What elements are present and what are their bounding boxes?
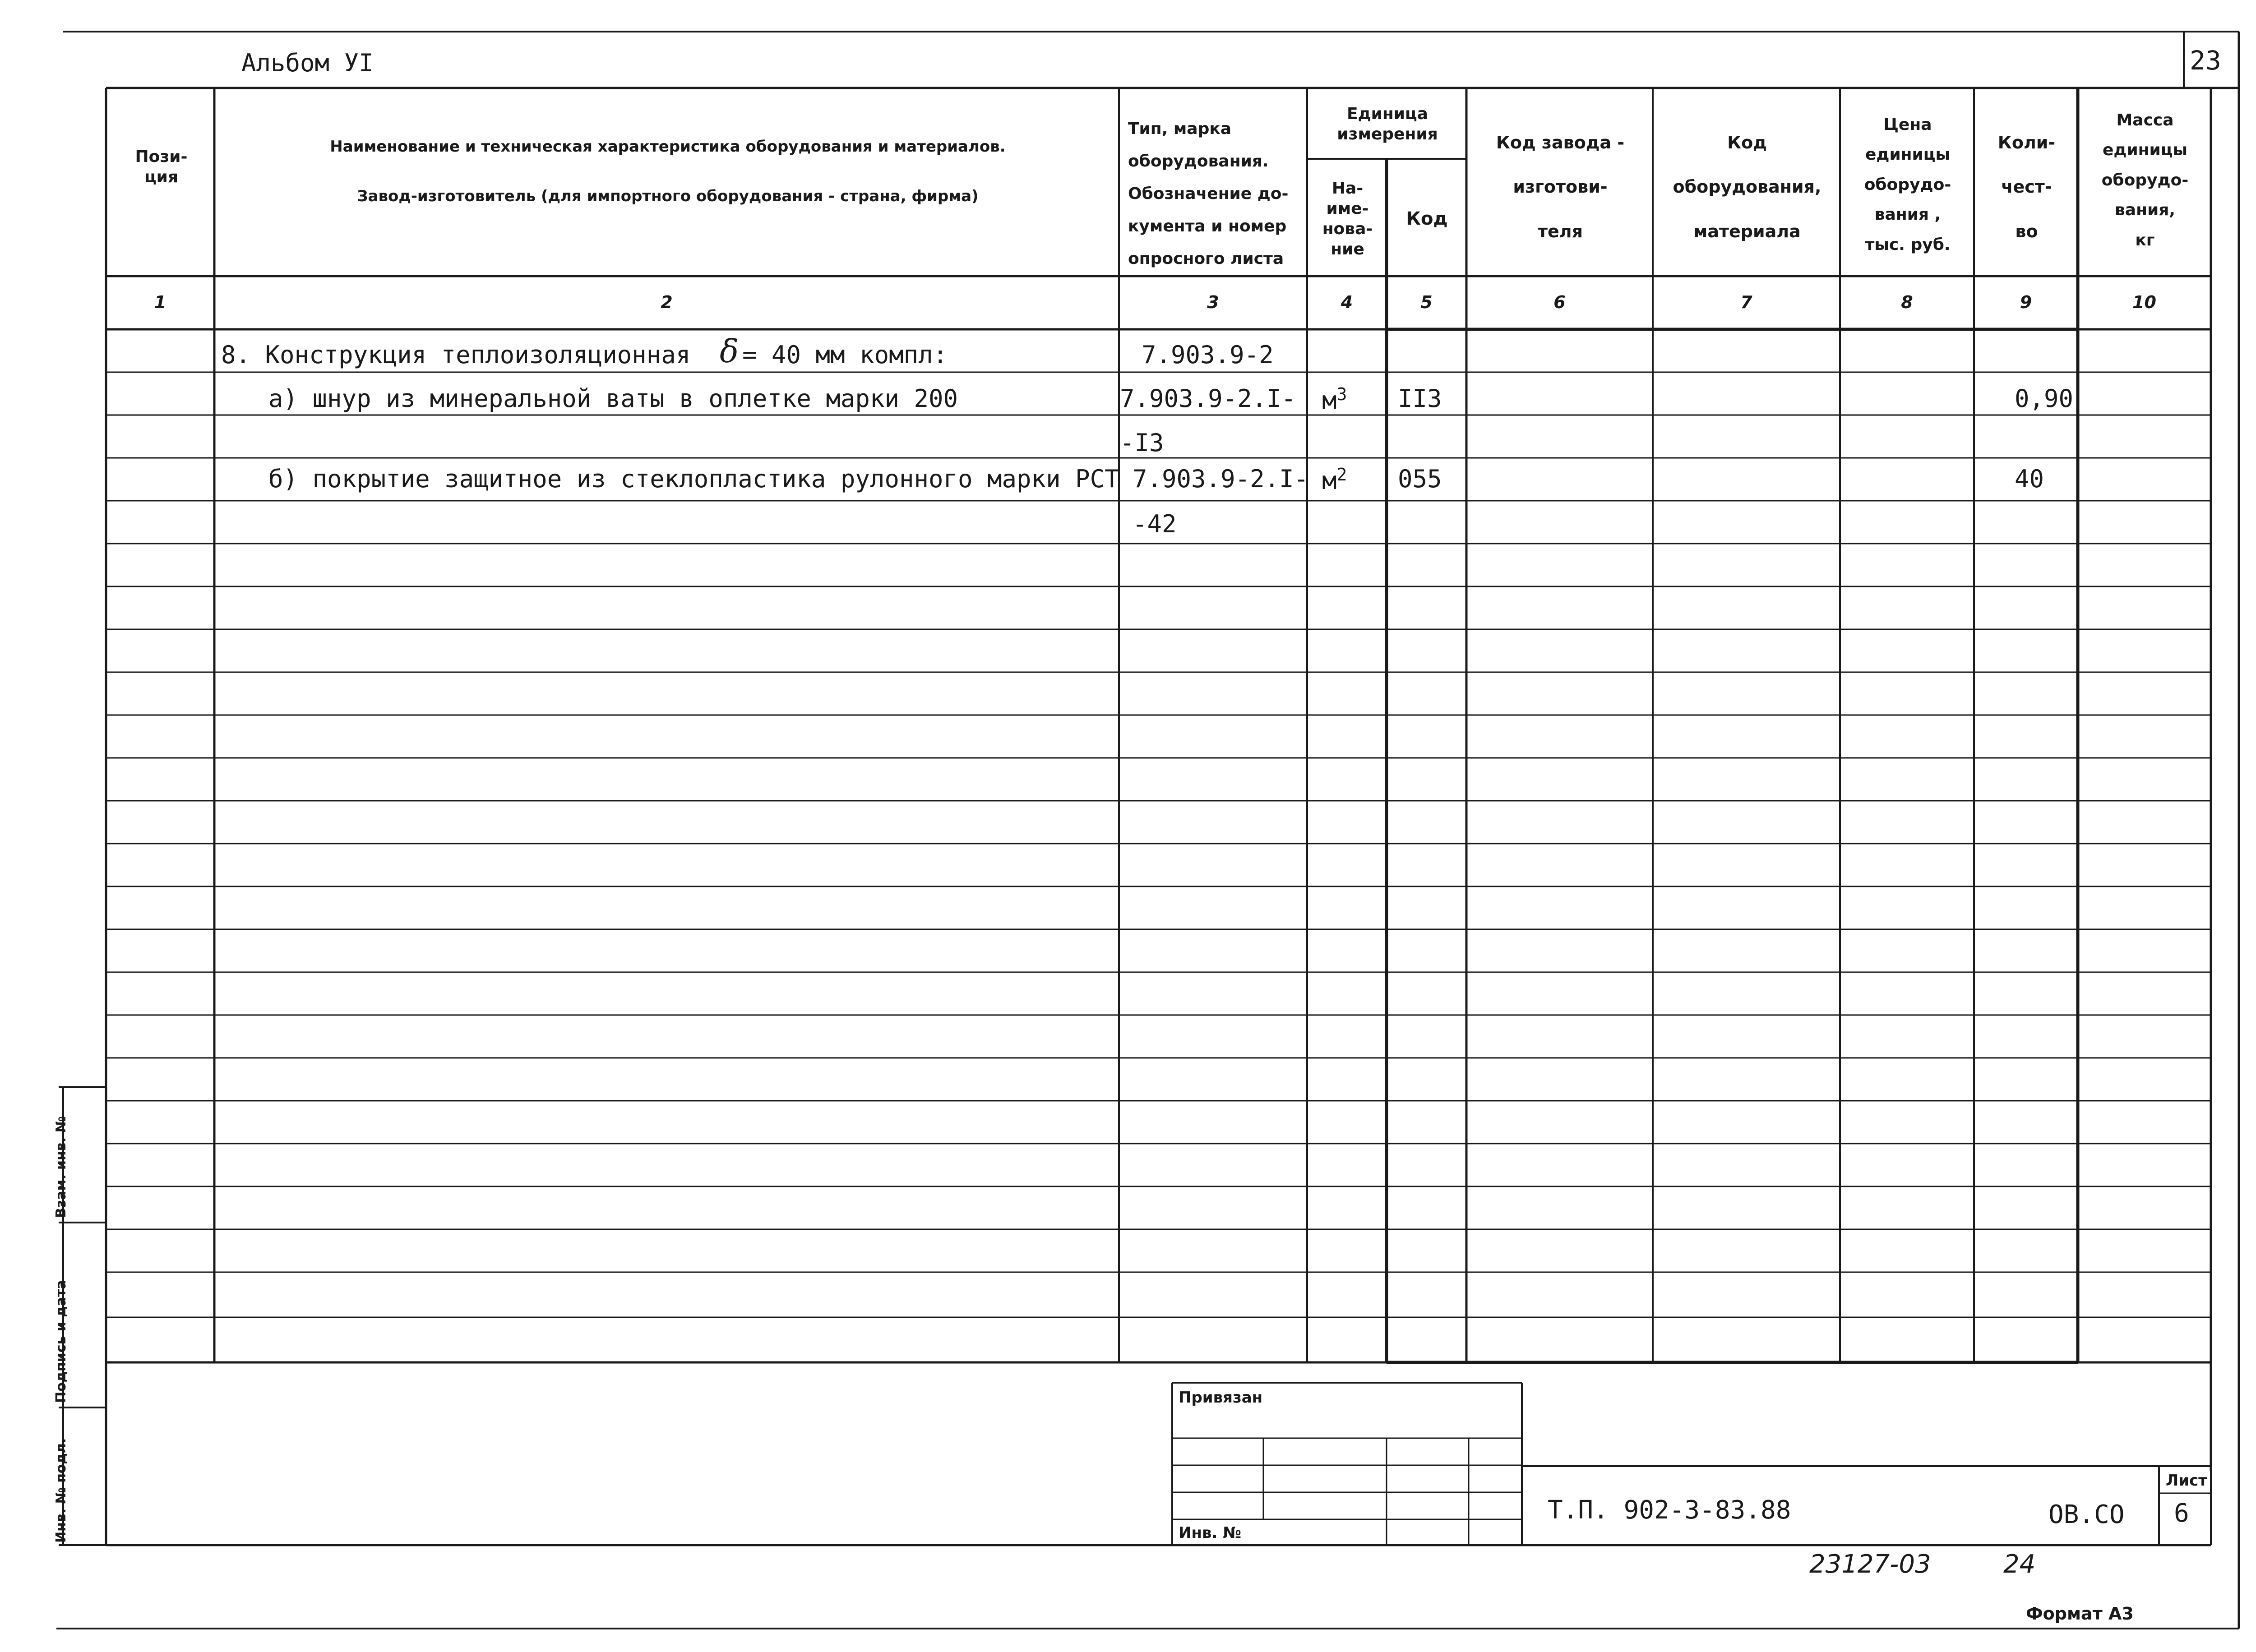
table-row (268, 384, 958, 413)
col3-line-a: Тип, марка (1128, 120, 1232, 138)
row-quantity: 0,90 (2015, 384, 2074, 413)
stamp-privyazan: Привязан (1179, 1389, 1263, 1407)
row-unit-code: 055 (1398, 465, 1442, 493)
stamp-inv-number: Инв. № (1179, 1524, 1242, 1542)
sheet-number: 6 (2174, 1499, 2189, 1528)
col-number-9: 9 (2020, 292, 2032, 312)
col-header-plant-code: Код завода - изготови- теля (1496, 132, 1625, 242)
col-header-equipment-code: Код оборудования, материала (1673, 132, 1821, 242)
unit-superscript: 2 (1336, 465, 1347, 485)
col3-line-e: опросного листа (1128, 249, 1284, 268)
col-header-mass: Масса единицы оборудо- вания, кг (2101, 111, 2189, 249)
row-quantity: 40 (2015, 465, 2044, 493)
handwritten-page: 24 (2003, 1550, 2036, 1579)
col-number-2: 2 (661, 292, 673, 312)
row-type: 7.903.9-2.I- (1133, 465, 1309, 493)
col-number-4: 4 (1341, 292, 1353, 312)
side-label-vzam: Взам. инв. № (53, 1116, 69, 1218)
side-label-inv-podl: Инв. № подл. (53, 1438, 69, 1543)
doc-suffix: ОВ.СО (2048, 1500, 2125, 1529)
col-header-type (1128, 113, 1304, 275)
album-title: Альбом УI (241, 49, 374, 77)
row-name: 8. Конструкция теплоизоляционная (221, 341, 691, 369)
col3-line-d: кумента и номер (1128, 217, 1287, 235)
col-header-manufacturer: Завод-изготовитель (для импортного оборудования - страна, фирма) (357, 187, 979, 205)
row-name: а) шнур из минеральной ваты в оплетке марки 200 (268, 384, 958, 413)
table-row (221, 341, 690, 369)
side-label-podpis: Подпись и дата (53, 1280, 69, 1403)
row-type: 7.903.9-2 (1142, 341, 1274, 369)
col-header-unit-group: Единица измерения (1337, 105, 1438, 143)
col-header-quantity: Коли- чест- во (1997, 132, 2056, 242)
col-header-unit-code: Код (1406, 208, 1448, 229)
format-label: Формат А3 (2026, 1604, 2134, 1624)
col3-line-b: оборудования. (1128, 152, 1269, 171)
col-header-unit-name: На- име- нова- ние (1322, 179, 1373, 258)
row-unit-code: II3 (1398, 384, 1442, 413)
col3-line-c: Обозначение до- (1128, 185, 1289, 203)
delta-symbol: δ (720, 333, 739, 370)
sheet-label: Лист (2166, 1472, 2207, 1490)
doc-code: Т.П. 902-3-83.88 (1548, 1495, 1791, 1525)
row-thickness: = 40 мм компл: (742, 341, 948, 369)
col-header-price: Цена единицы оборудо- вания , тыс. руб. (1864, 115, 1951, 254)
col-number-1: 1 (154, 292, 166, 312)
row-type-continued: -I3 (1120, 429, 1164, 457)
row-unit (1322, 465, 1347, 495)
col-number-5: 5 (1420, 292, 1433, 312)
unit-base: м (1322, 466, 1337, 495)
col-header-position: Пози- ция (135, 148, 188, 186)
col-number-8: 8 (1901, 292, 1913, 312)
unit-superscript: 3 (1336, 384, 1347, 404)
row-type: 7.903.9-2.I- (1120, 384, 1296, 413)
col-number-7: 7 (1740, 292, 1752, 312)
col-header-name: Наименование и техническая характеристика оборудования и материалов. (330, 137, 1006, 156)
page-number: 23 (2190, 45, 2221, 76)
unit-base: м (1322, 386, 1337, 415)
handwritten-number: 23127-03 (1809, 1550, 1931, 1579)
col-number-10: 10 (2132, 292, 2156, 312)
row-unit (1322, 384, 1347, 415)
table-row (268, 465, 1119, 493)
row-type-continued: -42 (1133, 510, 1177, 538)
row-name: б) покрытие защитное из стеклопластика рулонного марки РСТ (268, 465, 1119, 493)
col-number-6: 6 (1553, 292, 1566, 312)
col-number-3: 3 (1207, 292, 1219, 312)
